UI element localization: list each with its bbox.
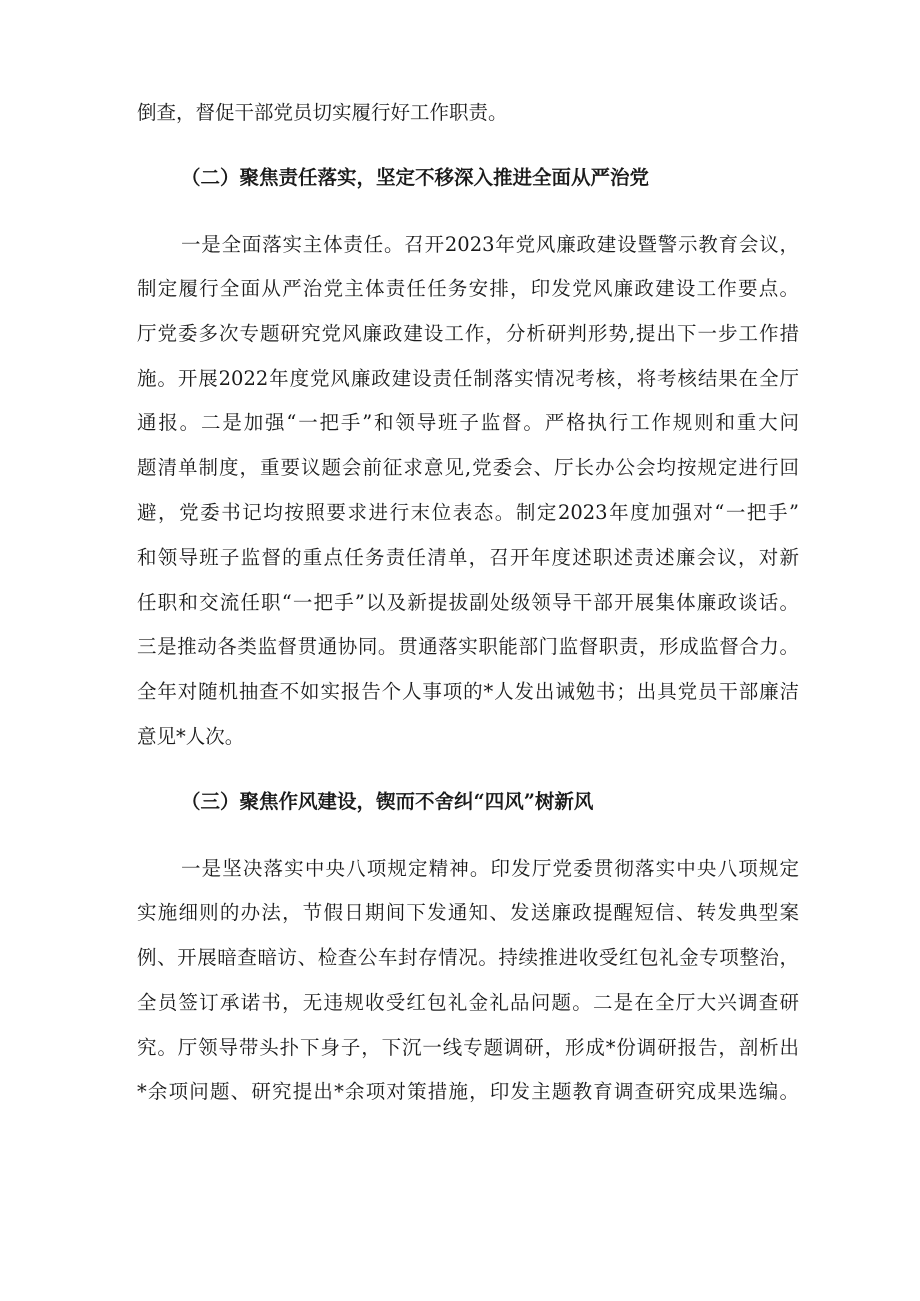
paragraph-line: 制定履行全面从严治党主体责任任务安排，印发党风廉政建设工作要点。 — [137, 277, 799, 300]
paragraph-line: 任职和交流任职“一把手”以及新提拔副处级领导干部开展集体廉政谈话。 — [137, 591, 799, 614]
paragraph-line: 通报。二是加强“一把手”和领导班子监督。严格执行工作规则和重大问 — [137, 411, 799, 434]
paragraph-line: 实施细则的办法，节假日期间下发通知、发送廉政提醒短信、转发典型案 — [137, 901, 799, 924]
paragraph-line: 题清单制度，重要议题会前征求意见,党委会、厅长办公会均按规定进行回 — [137, 456, 799, 479]
paragraph-line: 例、开展暗查暗访、检查公车封存情况。持续推进收受红包礼金专项整治， — [137, 946, 799, 969]
paragraph-line: *余项问题、研究提出*余项对策措施，印发主题教育调查研究成果选编。 — [137, 1080, 799, 1103]
paragraph-line: 三是推动各类监督贯通协同。贯通落实职能部门监督职责，形成监督合力。 — [137, 635, 799, 658]
paragraph-line: 施。开展2022年度党风廉政建设责任制落实情况考核，将考核结果在全厅 — [137, 367, 799, 390]
paragraph-line: 避，党委书记均按照要求进行末位表态。制定2023年度加强对“一把手” — [137, 501, 799, 524]
paragraph-line: 一是坚决落实中央八项规定精神。印发厅党委贯彻落实中央八项规定 — [181, 857, 799, 880]
section-heading-2: （二）聚焦责任落实，坚定不移深入推进全面从严治党 — [181, 166, 650, 189]
paragraph-line: 倒查，督促干部党员切实履行好工作职责。 — [137, 101, 508, 124]
paragraph-line: 究。厅领导带头扑下身子，下沉一线专题调研，形成*份调研报告，剖析出 — [137, 1036, 799, 1059]
paragraph-line: 一是全面落实主体责任。召开2023年党风廉政建设暨警示教育会议， — [181, 233, 799, 256]
section-heading-3: （三）聚焦作风建设，锲而不舍纠“四风”树新风 — [181, 790, 594, 813]
paragraph-line: 全员签订承诺书，无违规收受红包礼金礼品问题。二是在全厅大兴调查研 — [137, 991, 799, 1014]
paragraph-line: 厅党委多次专题研究党风廉政建设工作，分析研判形势,提出下一步工作措 — [137, 322, 799, 345]
paragraph-line: 意见*人次。 — [137, 725, 245, 748]
paragraph-line: 和领导班子监督的重点任务责任清单，召开年度述职述责述廉会议，对新 — [137, 546, 799, 569]
paragraph-line: 全年对随机抽查不如实报告个人事项的*人发出诫勉书；出具党员干部廉洁 — [137, 680, 799, 703]
